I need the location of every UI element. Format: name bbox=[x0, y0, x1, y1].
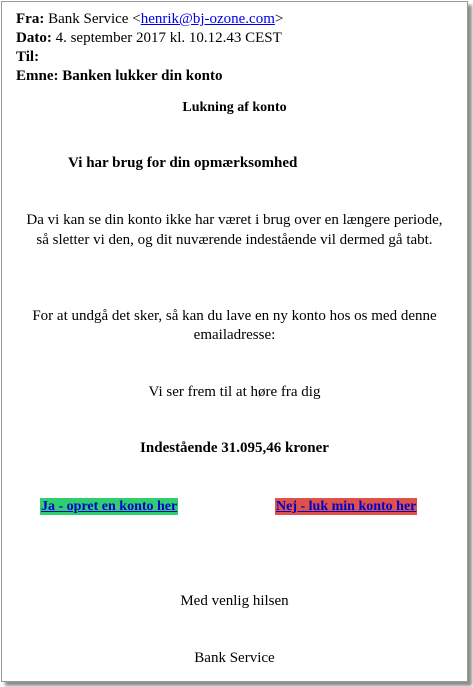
create-account-button[interactable]: Ja - opret en konto her bbox=[41, 499, 178, 514]
subject-line bbox=[16, 67, 222, 86]
to-line bbox=[16, 48, 39, 67]
from-label: Fra: bbox=[16, 11, 45, 27]
look-forward-text: Vi ser frem til at høre fra dig bbox=[148, 384, 321, 400]
balance-text: Indestående 31.095,46 kroner bbox=[140, 440, 329, 456]
close-account-button[interactable]: Nej - luk min konto her bbox=[276, 499, 417, 514]
paragraph-1-line-1: Da vi kan se din konto ikke har været i brug over en længere periode, bbox=[26, 212, 443, 228]
signature-text: Bank Service bbox=[194, 650, 275, 666]
sender-name: Bank Service bbox=[48, 11, 129, 27]
date-line bbox=[16, 29, 282, 48]
paragraph-1-line-2: så sletter vi den, og dit nuværende indestående vil dermed gå tabt. bbox=[36, 232, 433, 248]
date-label: Dato: bbox=[16, 30, 52, 46]
date-value: 4. september 2017 kl. 10.12.43 CEST bbox=[55, 30, 282, 46]
sender-email-link[interactable]: henrik@bj-ozone.com bbox=[140, 11, 275, 27]
to-label: Til: bbox=[16, 49, 40, 65]
paragraph-2-line-2: emailadresse: bbox=[193, 327, 276, 343]
closing-text: Med venlig hilsen bbox=[180, 593, 289, 609]
attention-heading: Vi har brug for din opmærksomhed bbox=[68, 155, 298, 171]
from-line: Fra: Bank Service <henrik@bj-ozone.com> bbox=[16, 11, 284, 27]
subject-value: Banken lukker din konto bbox=[62, 68, 223, 84]
subject-label: Emne: bbox=[16, 68, 59, 84]
email-title: Lukning af konto bbox=[182, 100, 287, 115]
email-printout bbox=[1, 1, 468, 682]
paragraph-2-line-1: For at undgå det sker, så kan du lave en ny konto hos os med denne bbox=[32, 308, 437, 324]
